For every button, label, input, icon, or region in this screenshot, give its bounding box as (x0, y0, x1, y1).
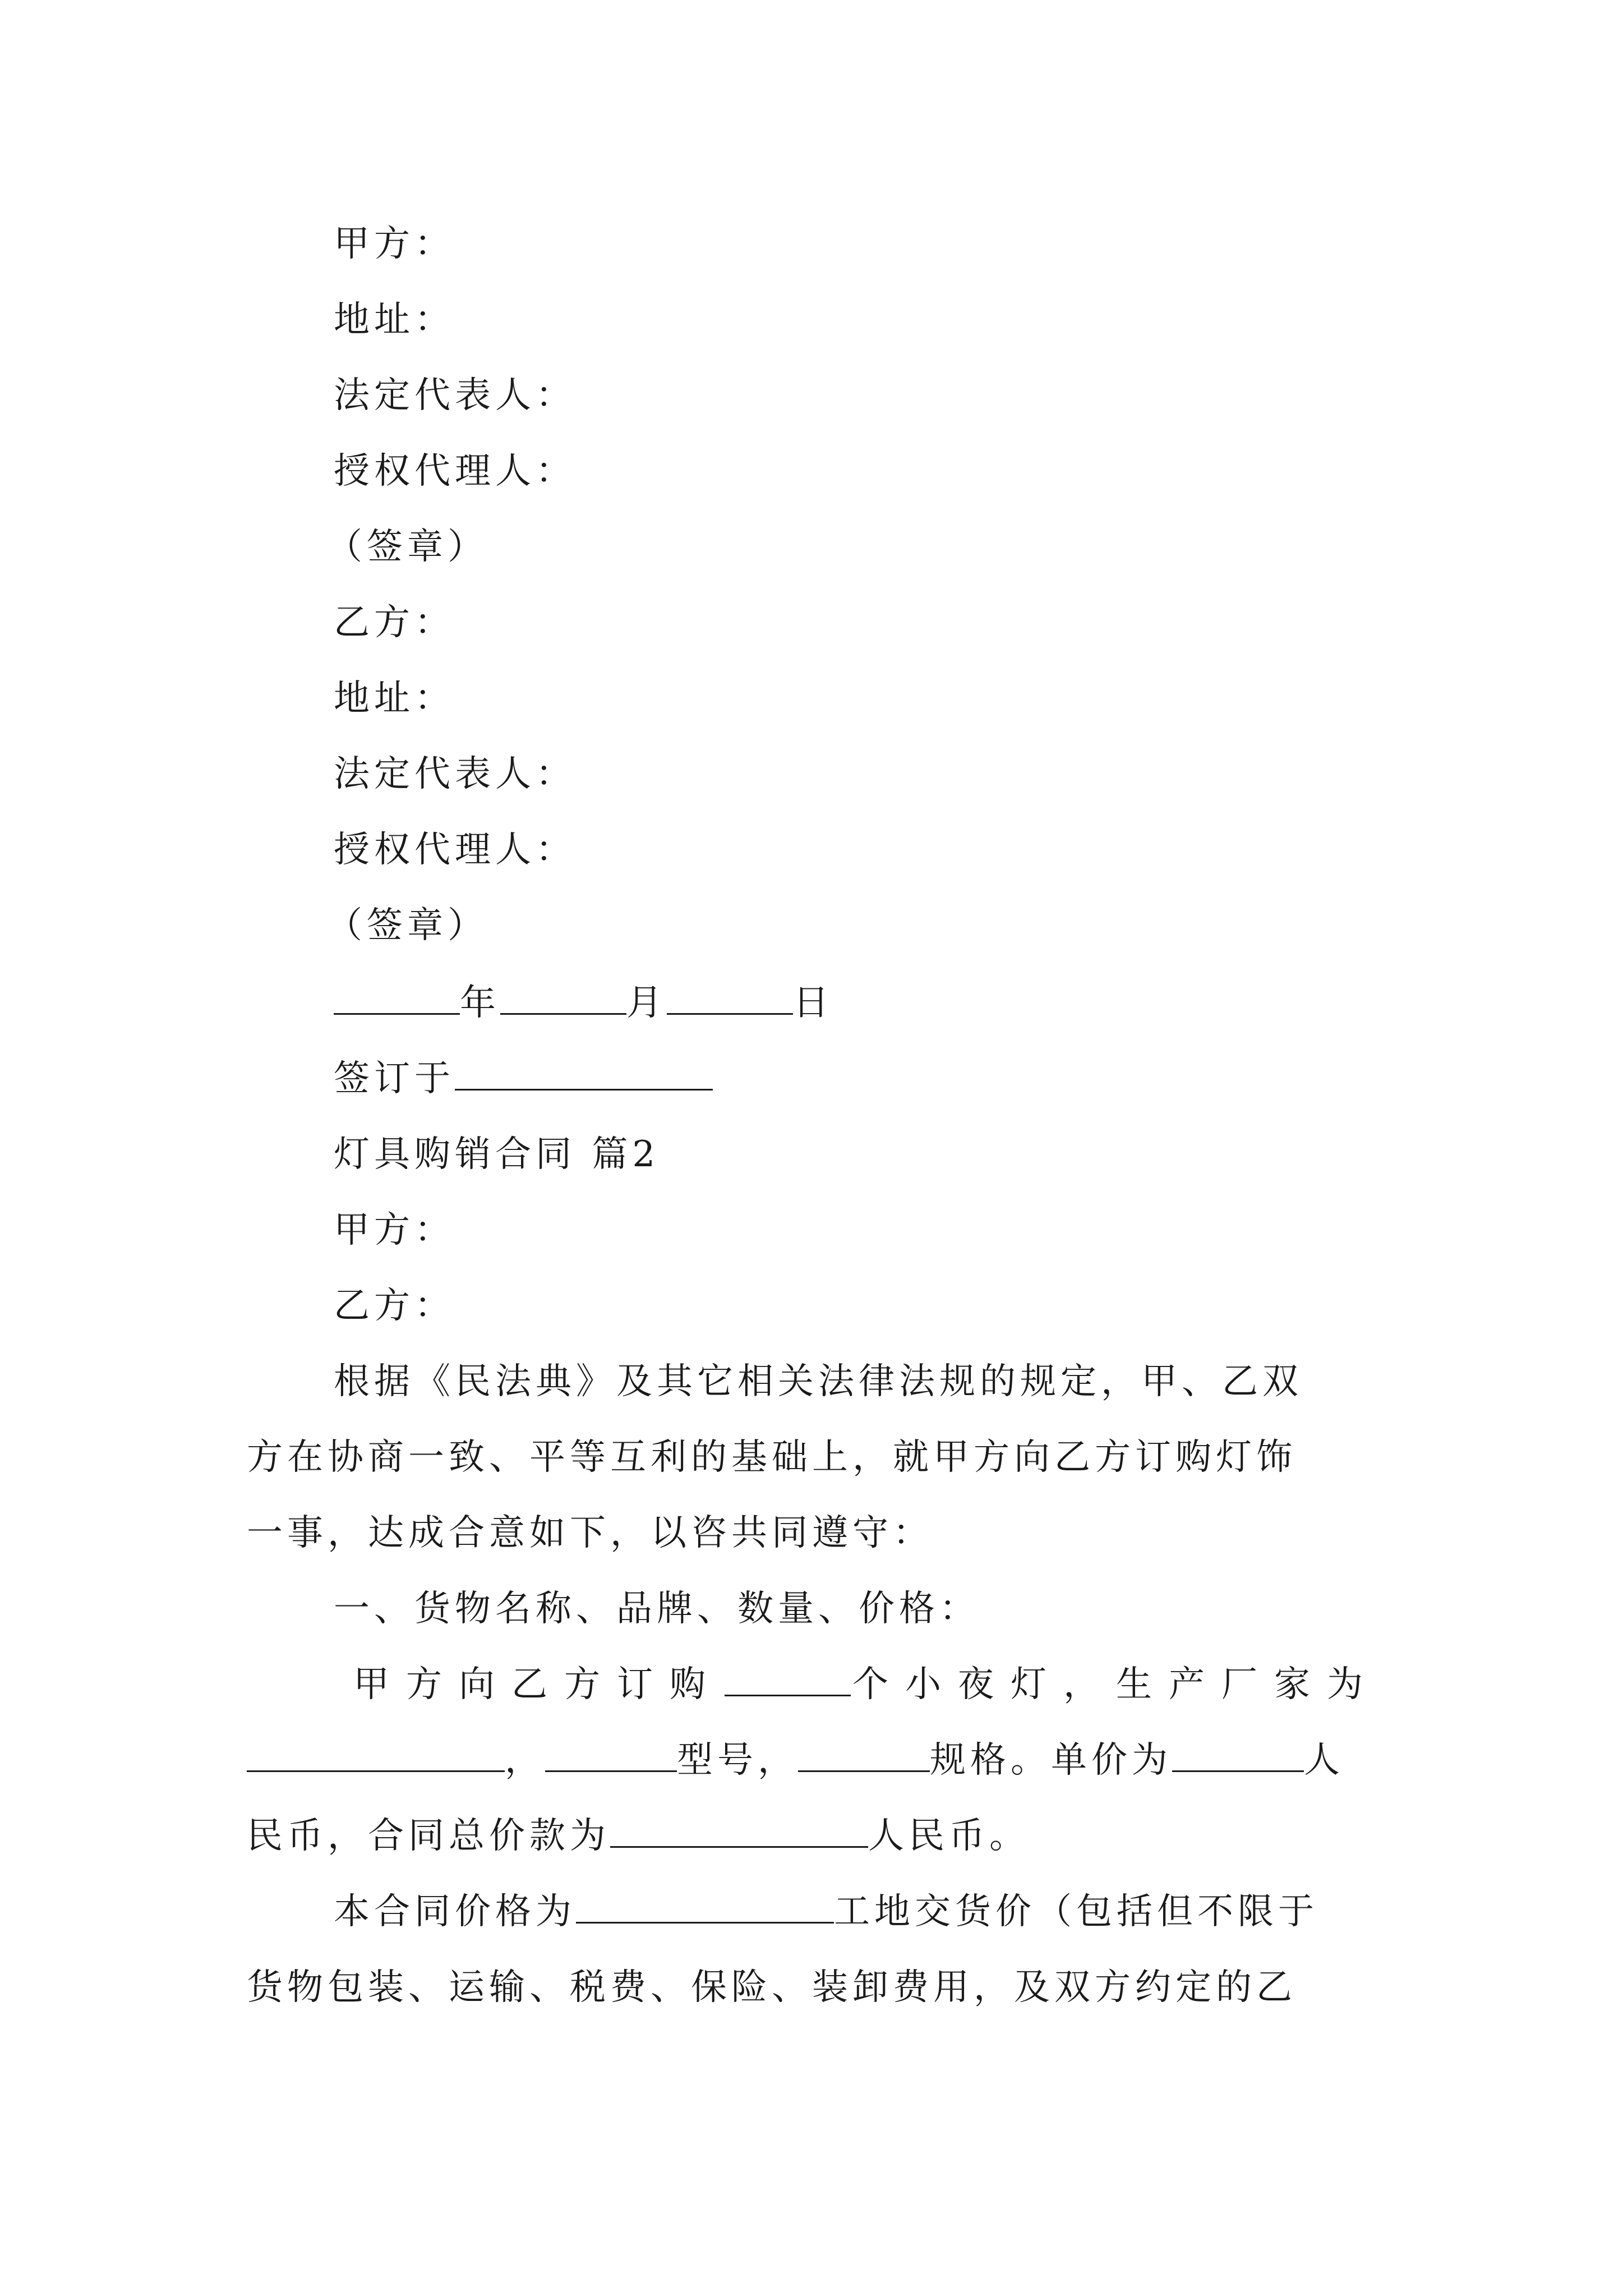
section-title: 灯具购销合同 篇2 (334, 1134, 660, 1175)
party-b-agent-label: 授权代理人： (334, 829, 576, 871)
spec-text: 规格。单价为 (930, 1740, 1172, 1781)
party-a-seal-label: （签章） (326, 526, 488, 568)
signing-date-line (334, 981, 833, 1025)
party-a-agent-label: 授权代理人： (334, 450, 576, 492)
price-paragraph-line-1 (334, 1889, 1467, 1934)
currency-text: 人民币。 (868, 1815, 1030, 1857)
month-label: 月 (626, 982, 667, 1024)
signed-at-label: 签订于 (334, 1058, 455, 1099)
comma-text: ， (505, 1740, 545, 1781)
price-paragraph-line-2: 货物包装、运输、税费、保险、装卸费用，及双方约定的乙 (247, 1967, 1297, 2008)
day-blank (667, 982, 793, 1015)
clause-1-line-1 (353, 1662, 1380, 1707)
currency-text-start: 人 (1304, 1740, 1344, 1781)
year-label: 年 (460, 982, 500, 1024)
clause-1-line-2 (247, 1738, 1380, 1783)
unit-price-blank (1172, 1739, 1304, 1772)
total-price-text: 民币，合同总价款为 (247, 1815, 610, 1857)
party-b-label: 乙方： (334, 602, 455, 643)
clause-1-line-3 (247, 1814, 1380, 1858)
manufacturer-blank (247, 1739, 505, 1772)
day-label: 日 (793, 982, 833, 1024)
delivery-price-text: 工地交货价（包括但不限于 (834, 1891, 1318, 1932)
manufacturer-text: 个小夜灯，生产厂家为 (852, 1664, 1380, 1705)
intro-paragraph-line-2: 方在协商一致、平等互利的基础上，就甲方向乙方订购灯饰 (247, 1437, 1297, 1478)
year-blank (334, 982, 460, 1015)
party-b-address-label: 地址： (334, 678, 455, 719)
total-price-blank (610, 1815, 868, 1848)
clause-1-title: 一、货物名称、品牌、数量、价格： (334, 1588, 980, 1630)
intro-paragraph-line-3: 一事，达成合意如下，以咨共同遵守： (247, 1512, 933, 1554)
party-b-legal-rep-label: 法定代表人： (334, 753, 576, 795)
contract2-party-b-label: 乙方： (334, 1285, 455, 1327)
month-blank (500, 982, 626, 1015)
price-text: 本合同价格为 (334, 1891, 576, 1932)
contract2-party-a-label: 甲方： (334, 1209, 455, 1251)
signed-at-line (334, 1056, 713, 1101)
intro-paragraph-line-1: 根据《民法典》及其它相关法律法规的规定，甲、乙双 (334, 1361, 1303, 1402)
party-a-label: 甲方： (334, 223, 455, 265)
delivery-location-blank (576, 1890, 834, 1924)
quantity-blank (725, 1663, 851, 1696)
order-text: 甲方向乙方订购 (353, 1664, 722, 1705)
model-text: 型号， (677, 1740, 798, 1781)
party-b-seal-label: （签章） (326, 905, 488, 946)
spec-blank (798, 1739, 930, 1772)
party-a-address-label: 地址： (334, 299, 455, 341)
model-blank (545, 1739, 677, 1772)
party-a-legal-rep-label: 法定代表人： (334, 375, 576, 416)
signed-at-blank (455, 1057, 713, 1091)
